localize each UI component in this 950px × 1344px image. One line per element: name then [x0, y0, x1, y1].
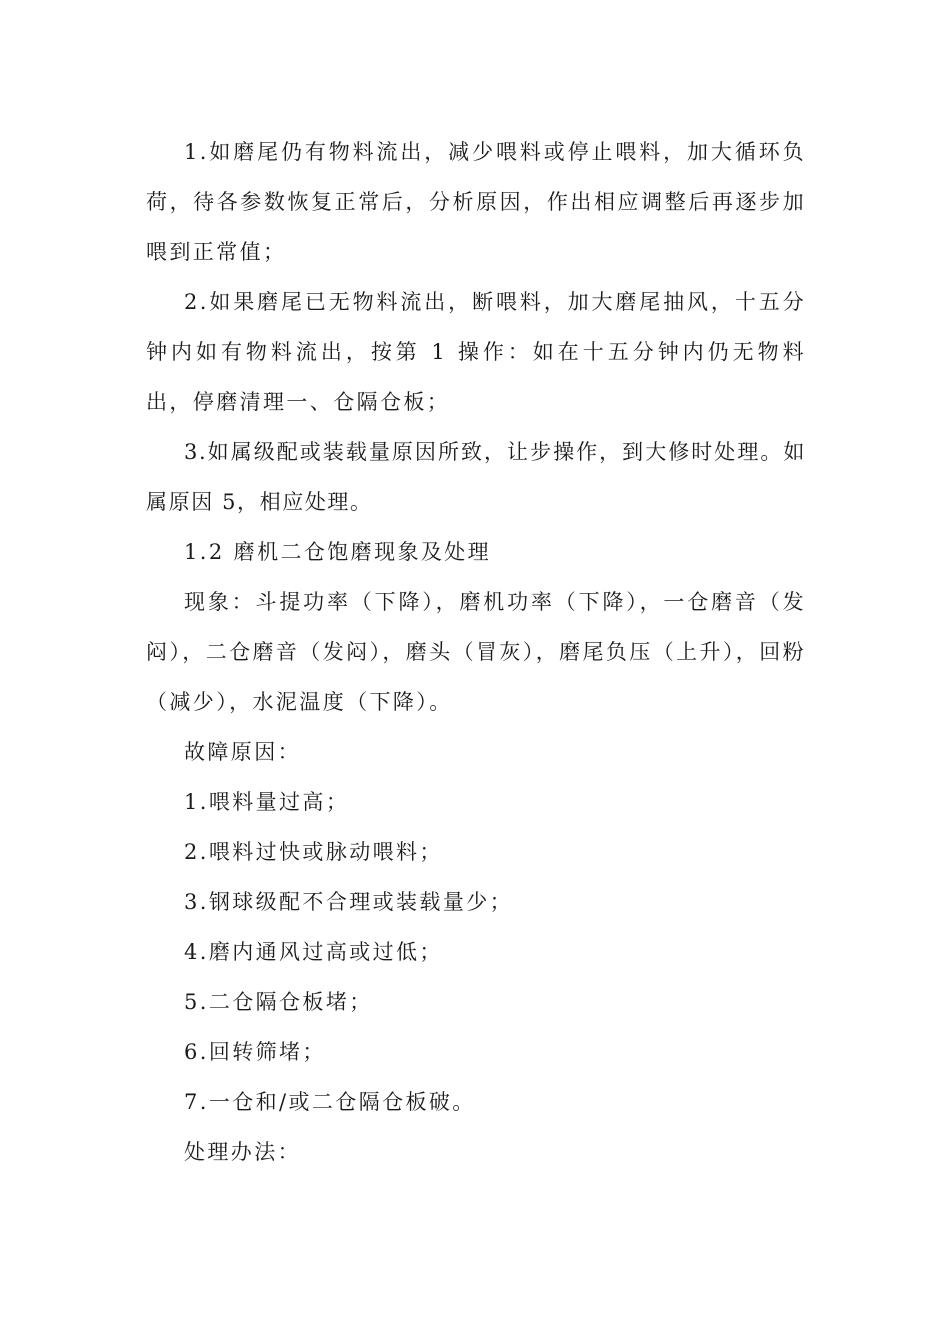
paragraph-3: 3.如属级配或装载量原因所致，让步操作，到大修时处理。如属原因 5，相应处理。 — [146, 440, 806, 514]
fault-causes-heading: 故障原因： — [184, 740, 301, 764]
cause-item-1: 1.喂料量过高； — [184, 790, 350, 814]
cause-item-6: 6.回转筛堵； — [184, 1040, 326, 1064]
paragraph-1: 1.如磨尾仍有物料流出，减少喂料或停止喂料，加大循环负荷，待各参数恢复正常后，分析原因，作出相应调整后再逐步加喂到正常值； — [146, 140, 806, 264]
cause-item-7: 7.一仓和/或二仓隔仓板破。 — [184, 1090, 476, 1114]
section-heading: 1.2 磨机二仓饱磨现象及处理 — [184, 540, 492, 564]
cause-item-4: 4.磨内通风过高或过低； — [184, 940, 443, 964]
cause-item-2: 2.喂料过快或脉动喂料； — [184, 840, 443, 864]
handling-method-heading: 处理办法： — [184, 1140, 301, 1164]
paragraph-2: 2.如果磨尾已无物料流出，断喂料，加大磨尾抽风，十五分钟内如有物料流出，按第 1 操作：如在十五分钟内仍无物料出，停磨清理一、仓隔仓板； — [146, 290, 806, 414]
document-body — [146, 127, 806, 1177]
cause-item-3: 3.钢球级配不合理或装载量少； — [184, 890, 514, 914]
phenomenon-paragraph: 现象：斗提功率（下降），磨机功率（下降），一仓磨音（发闷），二仓磨音（发闷），磨头（冒灰），磨尾负压（上升），回粉（减少），水泥温度（下降）。 — [146, 590, 806, 714]
cause-item-5: 5.二仓隔仓板堵； — [184, 990, 373, 1014]
